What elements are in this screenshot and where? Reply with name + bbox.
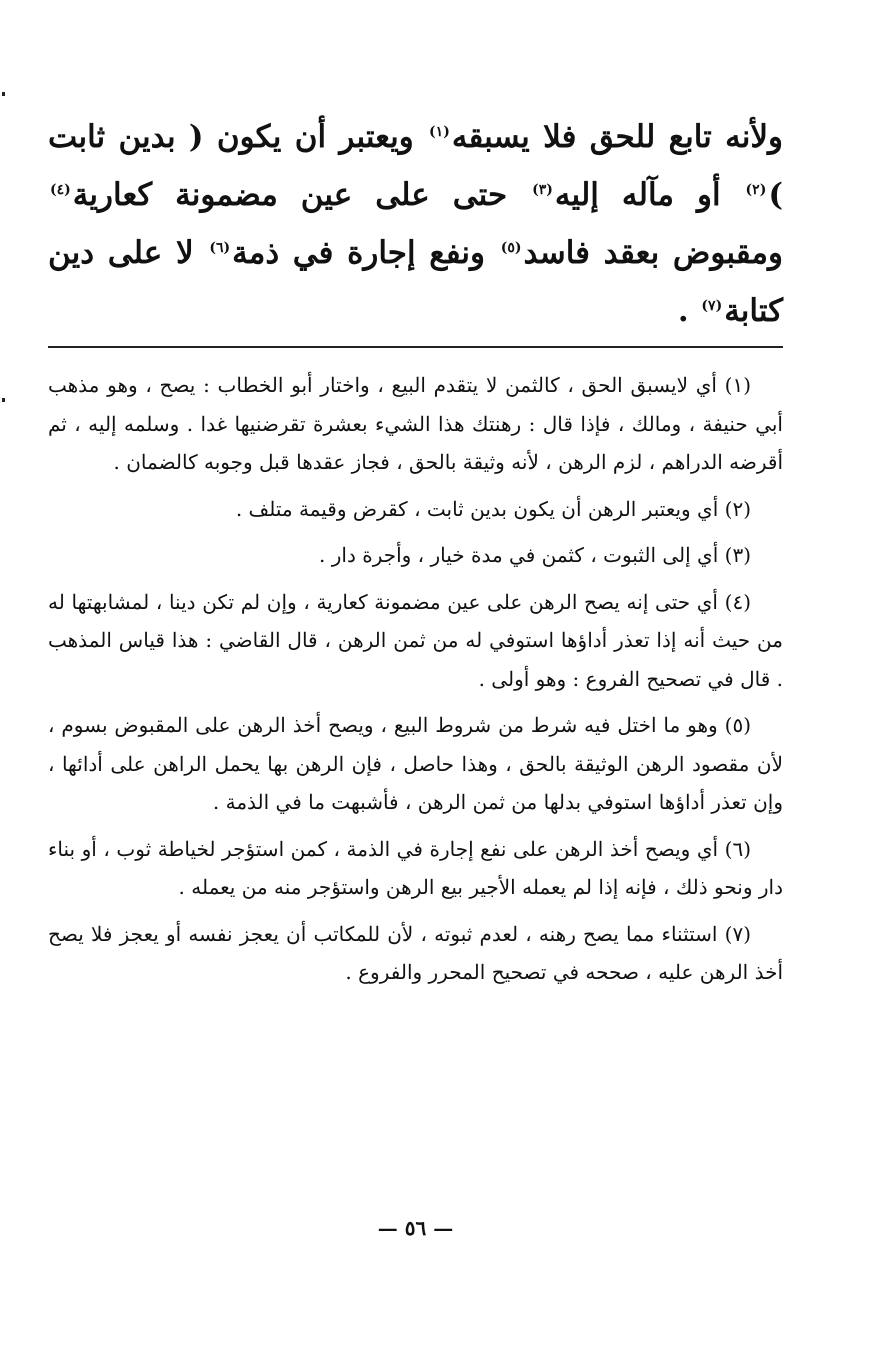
footnote-text: استثناء مما يصح رهنه ، لعدم ثبوته ، لأن للمكاتب أن يعجز نفسه أو يعجز فلا يصح أخذ الرهن عليه ، صححه في تصحيح المحرر والفروع . — [48, 921, 783, 984]
footnote-ref: (٦) — [209, 239, 231, 256]
footnote-text: أي ويصح أخذ الرهن على نفع إجارة في الذمة ، كمن استؤجر لخياطة ثوب ، أو بناء دار ونحو ذلك ، فإنه إذا لم يعمله الأجير بيع الرهن واستؤجر منه من يعمله . — [48, 836, 783, 899]
main-segment: ولأنه تابع للحق فلا يسبقه — [451, 119, 783, 155]
footnote-text: وهو ما اختل فيه شرط من شروط البيع ، ويصح أخذ الرهن على المقبوض بسوم ، لأن مقصود الرهن الوثيقة بالحق ، وهذا حاصل ، فإن الرهن بها يحمل الراهن على أدائها ، وإن تعذر أداؤها استوفي بدلها من ثمن الرهن ، فأشبهت ما في الذمة . — [48, 713, 783, 814]
footnote-1 — [48, 366, 783, 482]
margin-mark — [2, 92, 5, 96]
footnote-ref: (٣) — [532, 181, 553, 198]
main-segment: . — [677, 293, 700, 329]
footnote-ref: (٢) — [745, 181, 767, 198]
footnote-4 — [48, 583, 783, 699]
footnote-6 — [48, 830, 783, 907]
footnote-text: أي حتى إنه يصح الرهن على عين مضمونة كعارية ، وإن لم تكن دينا ، لمشابهتها له من حيث أنه إذا تعذر أداؤها استوفي له من ثمن الرهن ، قال القاضي : هذا قياس المذهب . قال في تصحيح الفروع : وهو أولى . — [48, 589, 783, 691]
footnote-text: أي ويعتبر الرهن أن يكون بدين ثابت ، كقرض وقيمة متلف . — [235, 496, 719, 521]
main-paragraph — [48, 108, 783, 340]
footnote-2 — [48, 490, 783, 529]
footnote-ref: (١) — [429, 123, 450, 140]
footnote-number: (٢) — [724, 496, 751, 521]
main-segment: حتى على عين مضمونة كعارية — [72, 177, 531, 213]
footnote-number: (٤) — [724, 589, 751, 614]
main-segment: لا على دين كتابة — [48, 235, 783, 329]
footnote-number: (٦) — [724, 836, 751, 861]
footnote-5 — [48, 706, 783, 822]
main-segment: أو مآله إليه — [554, 177, 744, 213]
footnote-number: (٣) — [724, 543, 751, 567]
footnote-3 — [48, 536, 783, 575]
footnote-text: أي لايسبق الحق ، كالثمن لا يتقدم البيع ، واختار أبو الخطاب : يصح ، وهو مذهب أبي حنيفة ، ومالك ، فإذا قال : رهنتك هذا الشيء بعشرة تقرضنيها غدا . وسلمه إليه ، ثم أقرضه الدراهم ، لزم الرهن ، لأنه وثيقة بالحق ، فجاز عقدها قبل وجوبه كالضمان . — [48, 373, 783, 474]
footnote-number: (٥) — [724, 713, 752, 737]
main-segment: ونفع إجارة في ذمة — [232, 235, 499, 271]
footnote-number: (٧) — [724, 921, 752, 946]
margin-mark — [2, 398, 5, 402]
footnote-7 — [48, 915, 783, 992]
footnote-text: أي إلى الثبوت ، كثمن في مدة خيار ، وأجرة دار . — [319, 543, 719, 567]
page-number: — ٥٦ — — [377, 1216, 454, 1240]
document-page — [48, 108, 783, 1288]
footnotes-section — [48, 366, 783, 1000]
footnote-separator — [48, 346, 783, 348]
main-segment: ومقبوض بعقد فاسد — [523, 235, 783, 271]
footnote-ref: (٤) — [50, 181, 71, 198]
footnote-ref: (٥) — [500, 239, 522, 256]
main-segment: ويعتبر أن يكون ( بدين ثابت ) — [48, 119, 783, 213]
footnote-ref: (٧) — [701, 297, 723, 314]
footnote-number: (١) — [724, 373, 751, 397]
